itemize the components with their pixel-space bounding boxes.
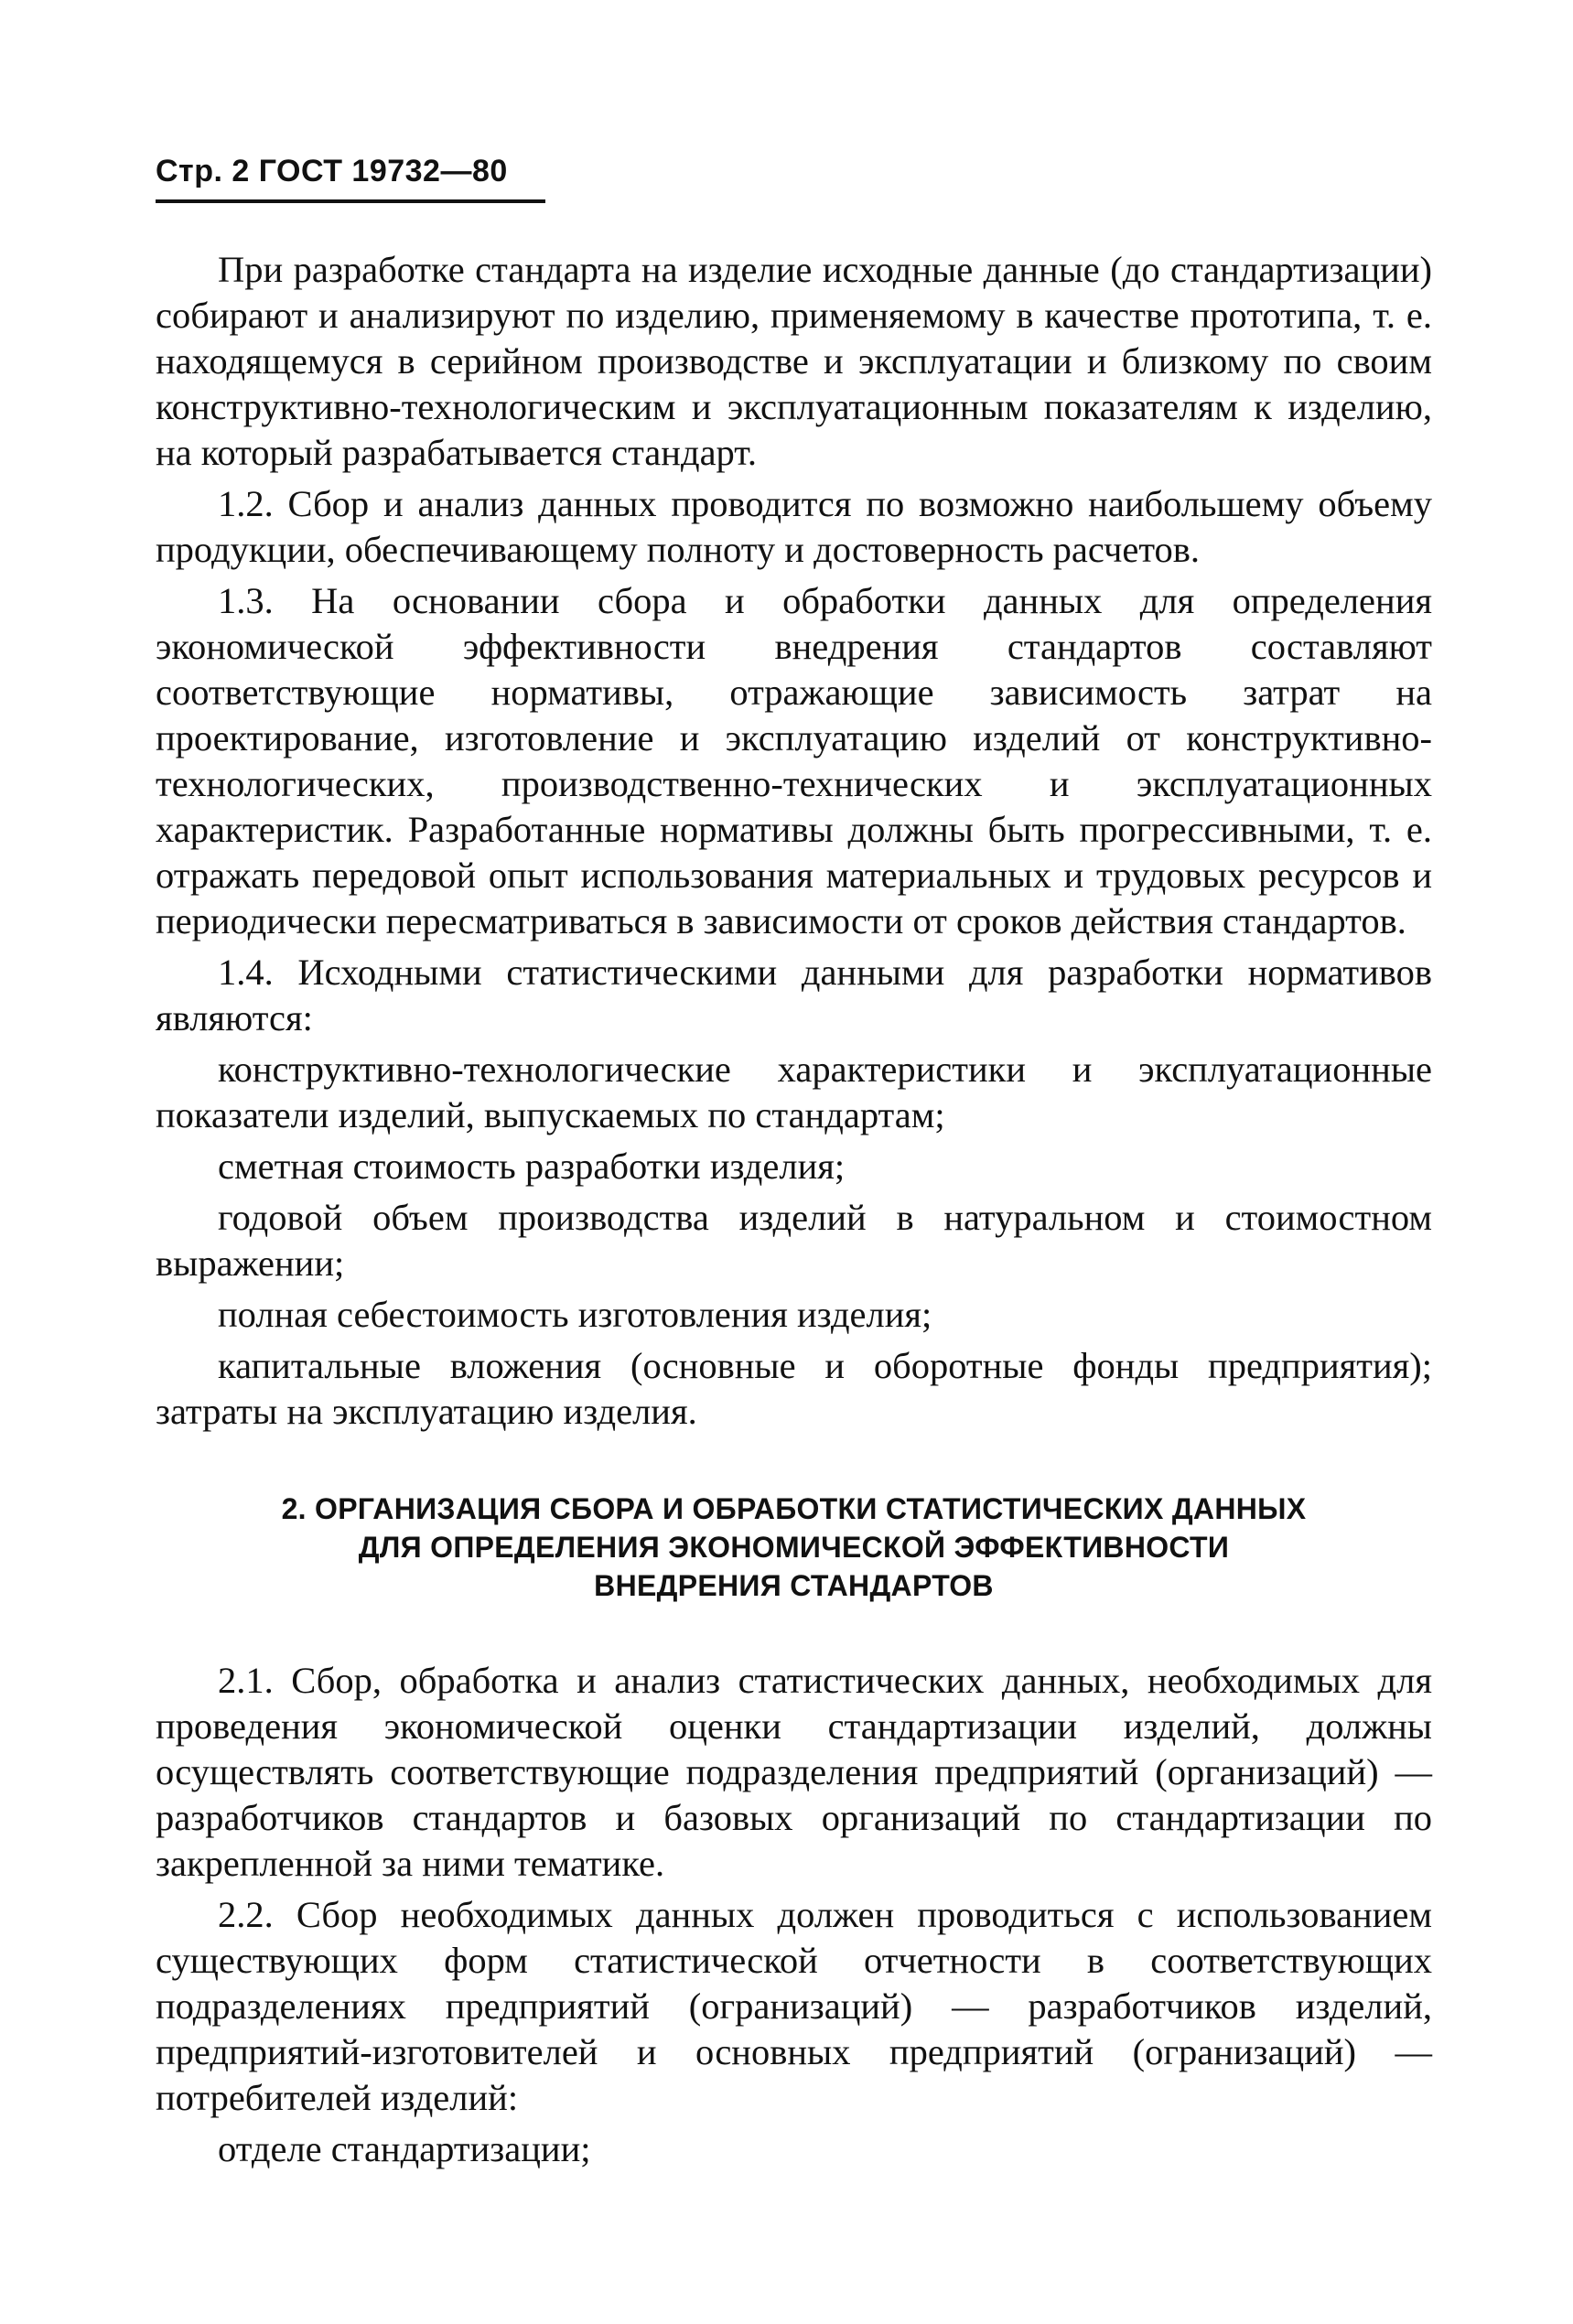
paragraph-2-1: 2.1. Сбор, обработка и анализ статистических данных, необходимых для проведения экономической оценки стандартизации изделий, должны осуществлять соответствующие подразделения предприятий (организаций) — разработчиков стандартов и базовых организаций по стандартизации по закрепленной за ними тематике. <box>156 1660 1432 1884</box>
running-header: Стр. 2 ГОСТ 19732—80 <box>156 154 508 188</box>
section-2-heading-line: 2. ОРГАНИЗАЦИЯ СБОРА И ОБРАБОТКИ СТАТИСТИЧЕСКИХ ДАННЫХ <box>281 1492 1307 1525</box>
section-2-heading-line: ВНЕДРЕНИЯ СТАНДАРТОВ <box>594 1569 994 1602</box>
paragraph-intro: При разработке стандарта на изделие исходные данные (до стандартизации) собирают и анализируют по изделию, применяемому в качестве прототипа, т. е. находящемуся в серийном производстве и эксплуатации и близкому по своим конструктивно-технологическим и эксплуатационным показателям к изделию, на который разрабатывается стандарт. <box>156 249 1432 473</box>
paragraph-1-3: 1.3. На основании сбора и обработки данных для определения экономической эффективности внедрения стандартов составляют соответствующие нормативы, отражающие зависимость затрат на проектирование, изготовление и эксплуатацию изделий от конструктивно-технологических, производственно-технических и эксплуатационных характеристик. Разработанные нормативы должны быть прогрессивными, т. е. отражать передовой опыт использования материальных и трудовых ресурсов и периодически пересматриваться в зависимости от сроков действия стандартов. <box>156 580 1432 941</box>
paragraph-2-2: 2.2. Сбор необходимых данных должен проводиться с использованием существующих форм статистической отчетности в соответствующих подразделениях предприятий (огранизаций) — разработчиков изделий, предприятий-изготовителей и основных предприятий (огранизаций) — потребителей изделий: <box>156 1894 1432 2118</box>
section-2-heading <box>156 1490 1432 1605</box>
header-rule <box>156 199 545 203</box>
list-item-1-4: полная себестоимость изготовления изделия; <box>218 1294 932 1335</box>
paragraph-1-2: 1.2. Сбор и анализ данных проводится по возможно наибольшему объему продукции, обеспечивающему полноту и достоверность расчетов. <box>156 483 1432 570</box>
paragraph-1-4: 1.4. Исходными статистическими данными для разработки нормативов являются: <box>156 952 1432 1038</box>
list-item-2-2: отделе стандартизации; <box>218 2128 591 2169</box>
section-2-heading-line: ДЛЯ ОПРЕДЕЛЕНИЯ ЭКОНОМИЧЕСКОЙ ЭФФЕКТИВНОСТИ <box>358 1531 1230 1564</box>
list-item-1-4: сметная стоимость разработки изделия; <box>218 1146 846 1187</box>
document-body <box>156 247 1432 2178</box>
list-item-1-4: капитальные вложения (основные и оборотные фонды предприятия); затраты на эксплуатацию изделия. <box>156 1345 1432 1432</box>
list-item-1-4: годовой объем производства изделий в натуральном и стоимостном выражении; <box>156 1197 1432 1284</box>
list-item-1-4: конструктивно-технологические характеристики и эксплуатационные показатели изделий, выпускаемых по стандартам; <box>156 1049 1432 1135</box>
